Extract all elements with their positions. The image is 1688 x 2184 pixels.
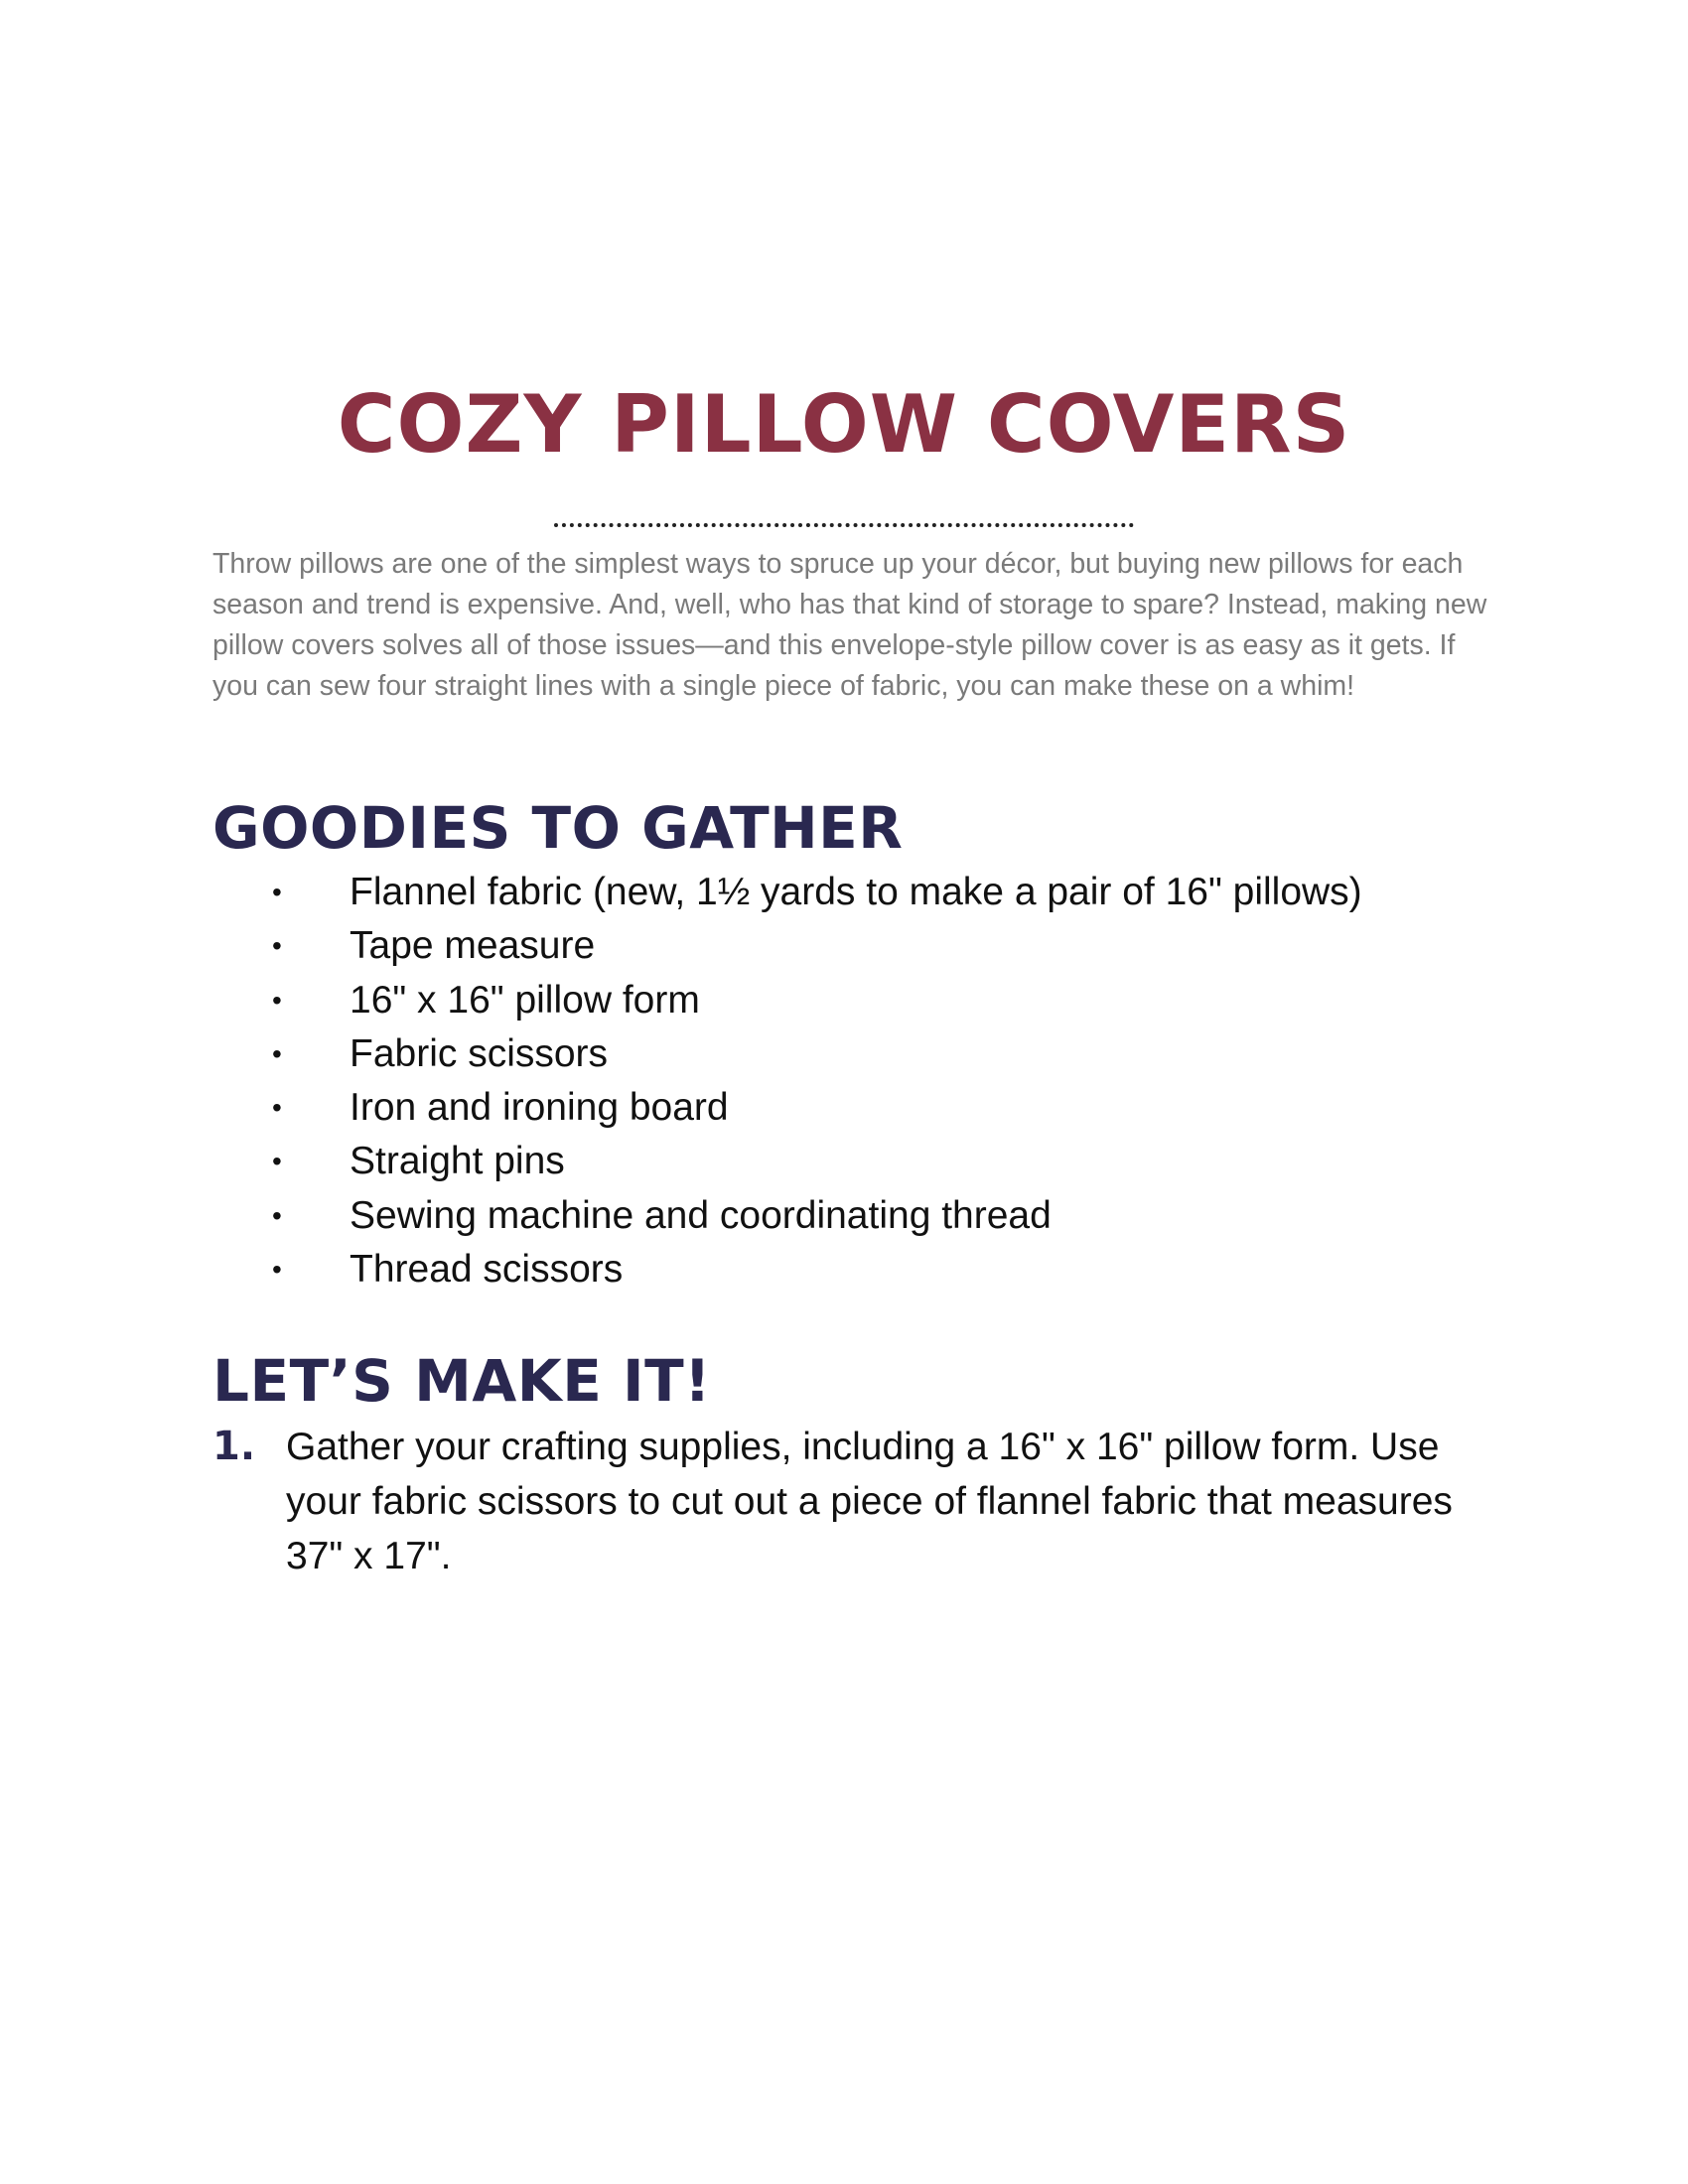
steps-list: [212, 1420, 1493, 1583]
supply-item-text: Flannel fabric (new, 1½ yards to make a pair of 16" pillows): [350, 871, 1362, 913]
supply-item-text: Straight pins: [350, 1140, 565, 1183]
list-item: [268, 1135, 1362, 1188]
list-item: [268, 1243, 1362, 1297]
step-number: 1.: [212, 1424, 256, 1469]
bullet-icon: •: [272, 930, 282, 962]
list-item: [268, 919, 1362, 973]
supply-item-text: Sewing machine and coordinating thread: [350, 1193, 1052, 1237]
step-text: Gather your crafting supplies, including a 16" x 16" pillow form. Use your fabric scissors to cut out a piece of flannel fabric that measures 37" x 17".: [286, 1426, 1453, 1577]
bullet-icon: •: [272, 1254, 282, 1286]
supply-item-text: Thread scissors: [350, 1248, 624, 1292]
list-item: [268, 866, 1362, 919]
bullet-icon: •: [272, 1146, 282, 1177]
bullet-icon: •: [272, 1092, 282, 1124]
list-item: [268, 1189, 1362, 1243]
supply-item-text: 16" x 16" pillow form: [350, 978, 700, 1022]
bullet-icon: •: [272, 1037, 282, 1069]
supply-item-text: Iron and ironing board: [350, 1086, 729, 1130]
list-item: [268, 1027, 1362, 1081]
supply-item-text: Tape measure: [350, 924, 596, 968]
dotted-divider: [554, 523, 1134, 527]
bullet-icon: •: [272, 877, 282, 907]
bullet-icon: •: [272, 984, 282, 1016]
goodies-heading: GOODIES TO GATHER: [212, 794, 904, 862]
make-heading: LET’S MAKE IT!: [212, 1347, 712, 1415]
list-item: [268, 974, 1362, 1027]
bullet-icon: •: [272, 1199, 282, 1231]
step-item: [212, 1420, 1493, 1583]
intro-paragraph: Throw pillows are one of the simplest ways to spruce up your décor, but buying new pillows for each season and trend is expensive. And, well, who has that kind of storage to spare? Instead, making new pillow covers solves all of those issues—and this envelope-style pillow cover is as easy as it gets. If you can sew four straight lines with a single piece of fabric, you can make these on a whim!: [212, 548, 1487, 702]
page-title: COZY PILLOW COVERS: [337, 378, 1351, 471]
supplies-list: [268, 866, 1362, 1297]
list-item: [268, 1081, 1362, 1135]
supply-item-text: Fabric scissors: [350, 1031, 609, 1075]
